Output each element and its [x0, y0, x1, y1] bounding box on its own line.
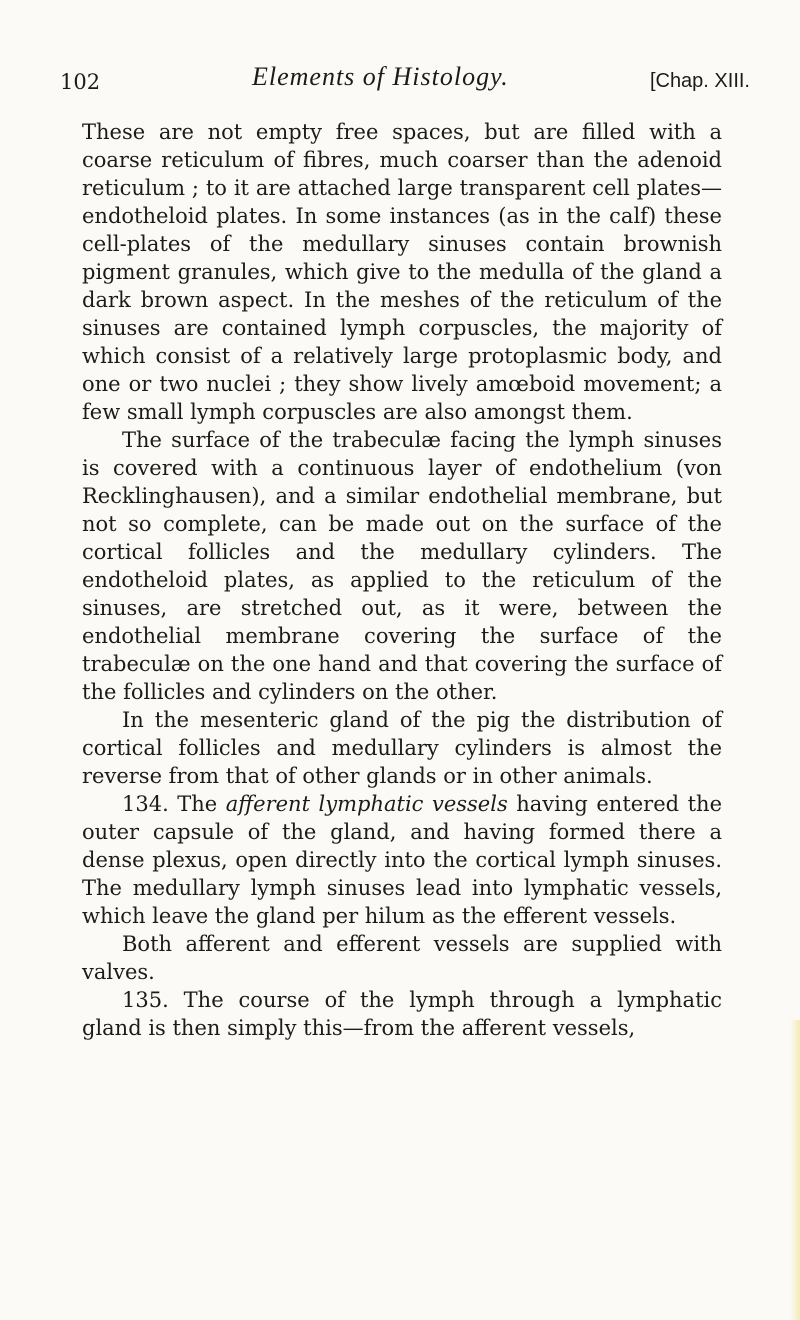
section-134-lead: 134. The: [122, 792, 226, 816]
paragraph-valves: Both afferent and efferent vessels are supplied with valves.: [82, 932, 722, 984]
section-134-text: having entered the outer capsule of the gland, and having formed there a dense plexus, open directly into the cortical lymph sinuses. The medullary lymph sinuses lead into lymphatic vessels, which leave the gland per hilum as the efferent vessels.: [82, 792, 722, 928]
page-number: 102: [60, 70, 101, 94]
afferent-vessels-term: afferent lymphatic vessels: [225, 792, 508, 816]
paragraph-section-134: [82, 790, 722, 930]
paragraph-section-135: 135. The course of the lymph through a lymphatic gland is then simply this—from the afferent vessels,: [82, 988, 722, 1040]
paragraph-mesenteric-gland: In the mesenteric gland of the pig the distribution of cortical follicles and medullary cylinders is almost the reverse from that of other glands or in other animals.: [82, 708, 722, 788]
paragraph-medullary-sinuses: These are not empty free spaces, but are filled with a coarse reticulum of fibres, much coarser than the adenoid reticulum ; to it are attached large transparent cell plates—endotheloid plates. In some instances (as in the calf) these cell-plates of the medullary sinuses contain brownish pigment granules, which give to the medulla of the gland a dark brown aspect. In the meshes of the reticulum of the sinuses are contained lymph corpuscles, the majority of which consist of a relatively large protoplasmic body, and one or two nuclei ; they show lively amœboid movement; a few small lymph corpuscles are also amongst them.: [82, 120, 722, 424]
body-text: [82, 118, 722, 1042]
chapter-reference: [Chap. XIII.: [649, 70, 750, 92]
running-head: [60, 62, 750, 102]
page-edge-stain: [790, 1020, 800, 1320]
paragraph-trabeculae: The surface of the trabeculæ facing the lymph sinuses is covered with a continuous layer of endothelium (von Recklinghausen), and a similar endothelial membrane, but not so complete, can be made out on the surface of the cortical follicles and the medullary cylinders. The endotheloid plates, as applied to the reticulum of the sinuses, are stretched out, as it were, between the endothelial membrane covering the surface of the trabeculæ on the one hand and that covering the surface of the follicles and cylinders on the other.: [82, 428, 722, 704]
book-title: Elements of Histology.: [252, 62, 509, 91]
